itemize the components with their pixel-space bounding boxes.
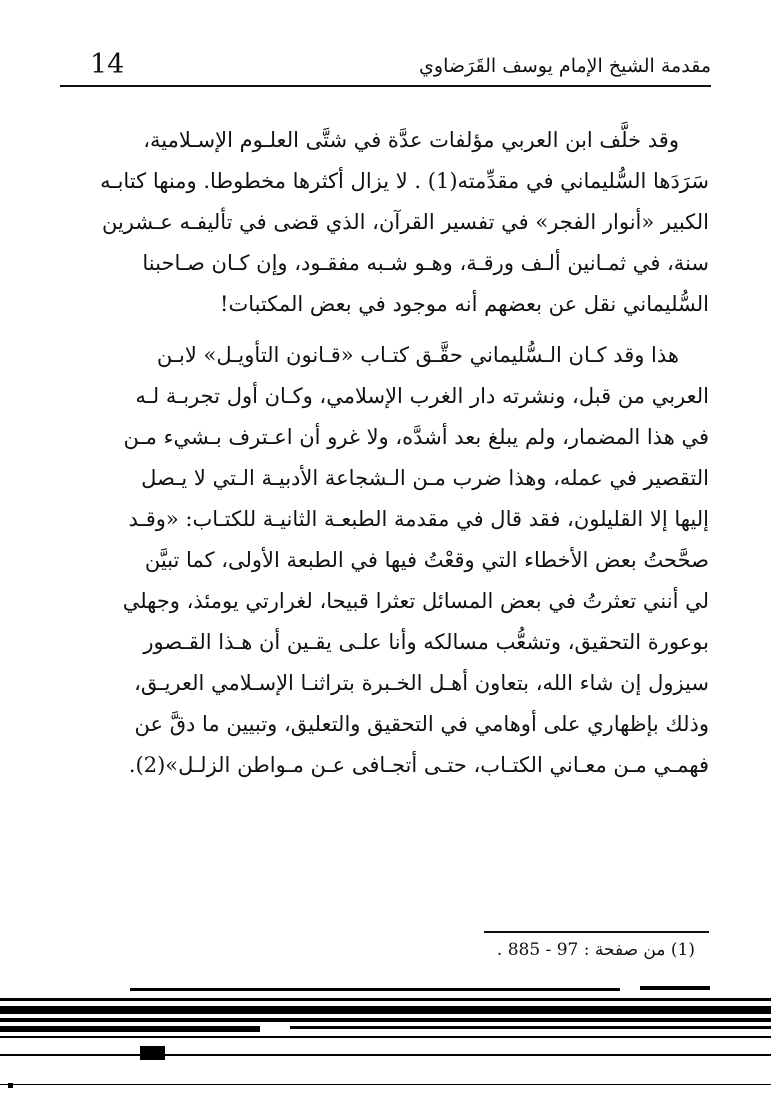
text-line: التقصير في عمله، وهذا ضرب مـن الـشجاعة الأدبيـة الـتي لا يـصل bbox=[141, 466, 709, 490]
running-title: مقدمة الشيخ الإمام يوسف القَرَضاوي bbox=[419, 55, 711, 77]
scan-artifact-bar bbox=[130, 988, 620, 991]
scan-artifact-dot bbox=[8, 1083, 13, 1088]
text-line: وقد خلَّف ابن العربي مؤلفات عدَّة في شتَّى العلـوم الإسـلامية، bbox=[143, 128, 679, 152]
scan-artifact-bar bbox=[0, 1036, 771, 1038]
text-line: سَرَدَها السُّليماني في مقدِّمته(1) . لا يزال أكثرها مخطوطا. ومنها كتابـه bbox=[100, 169, 709, 193]
text-line: الكبير «أنوار الفجر» في تفسير القرآن، الذي قضى في تأليفـه عـشرين bbox=[101, 210, 709, 234]
paragraph-2 bbox=[62, 335, 709, 786]
scan-artifact-bar bbox=[0, 1054, 771, 1056]
page-number: 14 bbox=[90, 49, 125, 80]
body-text bbox=[62, 120, 709, 786]
paragraph-1 bbox=[62, 120, 709, 325]
scan-artifact-bar bbox=[0, 1006, 771, 1014]
footnote: (1) من صفحة : 97 - 885 . bbox=[496, 940, 695, 960]
text-line: السُّليماني نقل عن بعضهم أنه موجود في بعض المكتبات! bbox=[220, 292, 709, 316]
scan-artifact-bar bbox=[0, 1018, 771, 1022]
footnote-rule bbox=[484, 931, 709, 933]
text-line: سنة، في ثمـانين ألـف ورقـة، وهـو شـبه مفقـود، وإن كـان صـاحبنا bbox=[142, 251, 709, 275]
running-head bbox=[60, 45, 711, 87]
scan-artifact-bar bbox=[0, 1084, 771, 1085]
text-line: سيزول إن شاء الله، بتعاون أهـل الخـبرة بتراثنـا الإسـلامي العريـق، bbox=[134, 671, 709, 695]
scan-artifact-bar bbox=[0, 998, 771, 1001]
text-line: وذلك بإظهاري على أوهامي في التحقيق والتعليق، وتبيين ما دقَّ عن bbox=[134, 712, 709, 736]
text-line: العربي من قبل، ونشرته دار الغرب الإسلامي، وكـان أول تجربـة لـه bbox=[135, 384, 709, 408]
text-line: فهمـي مـن معـاني الكتـاب، حتـى أتجـافى عـن مـواطن الزلـل»(2). bbox=[128, 753, 709, 777]
scan-artifact-bar bbox=[640, 986, 710, 990]
text-line: لي أنني تعثرتُ في بعض المسائل تعثرا قبيحا، لغرارتي يومئذ، وجهلي bbox=[122, 589, 709, 613]
scan-artifact-bar bbox=[0, 1026, 260, 1032]
text-line: صحَّحتُ بعض الأخطاء التي وقعْتُ فيها في الطبعة الأولى، كما تبيَّن bbox=[144, 548, 709, 572]
text-line: بوعورة التحقيق، وتشعُّب مسالكه وأنا علـى يقـين أن هـذا القـصور bbox=[143, 630, 709, 654]
text-line: في هذا المضمار، ولم يبلغ بعد أشدَّه، ولا غرو أن اعـترف بـشيء مـن bbox=[123, 425, 709, 449]
text-line: إليها إلا القليلون، فقد قال في مقدمة الطبعـة الثانيـة للكتـاب: «وقـد bbox=[128, 507, 709, 531]
scan-artifact-bar bbox=[140, 1046, 165, 1060]
text-line: هذا وقد كـان الـسُّليماني حقَّـق كتـاب «قـانون التأويـل» لابـن bbox=[156, 343, 679, 367]
scan-artifact-bar bbox=[290, 1026, 771, 1029]
